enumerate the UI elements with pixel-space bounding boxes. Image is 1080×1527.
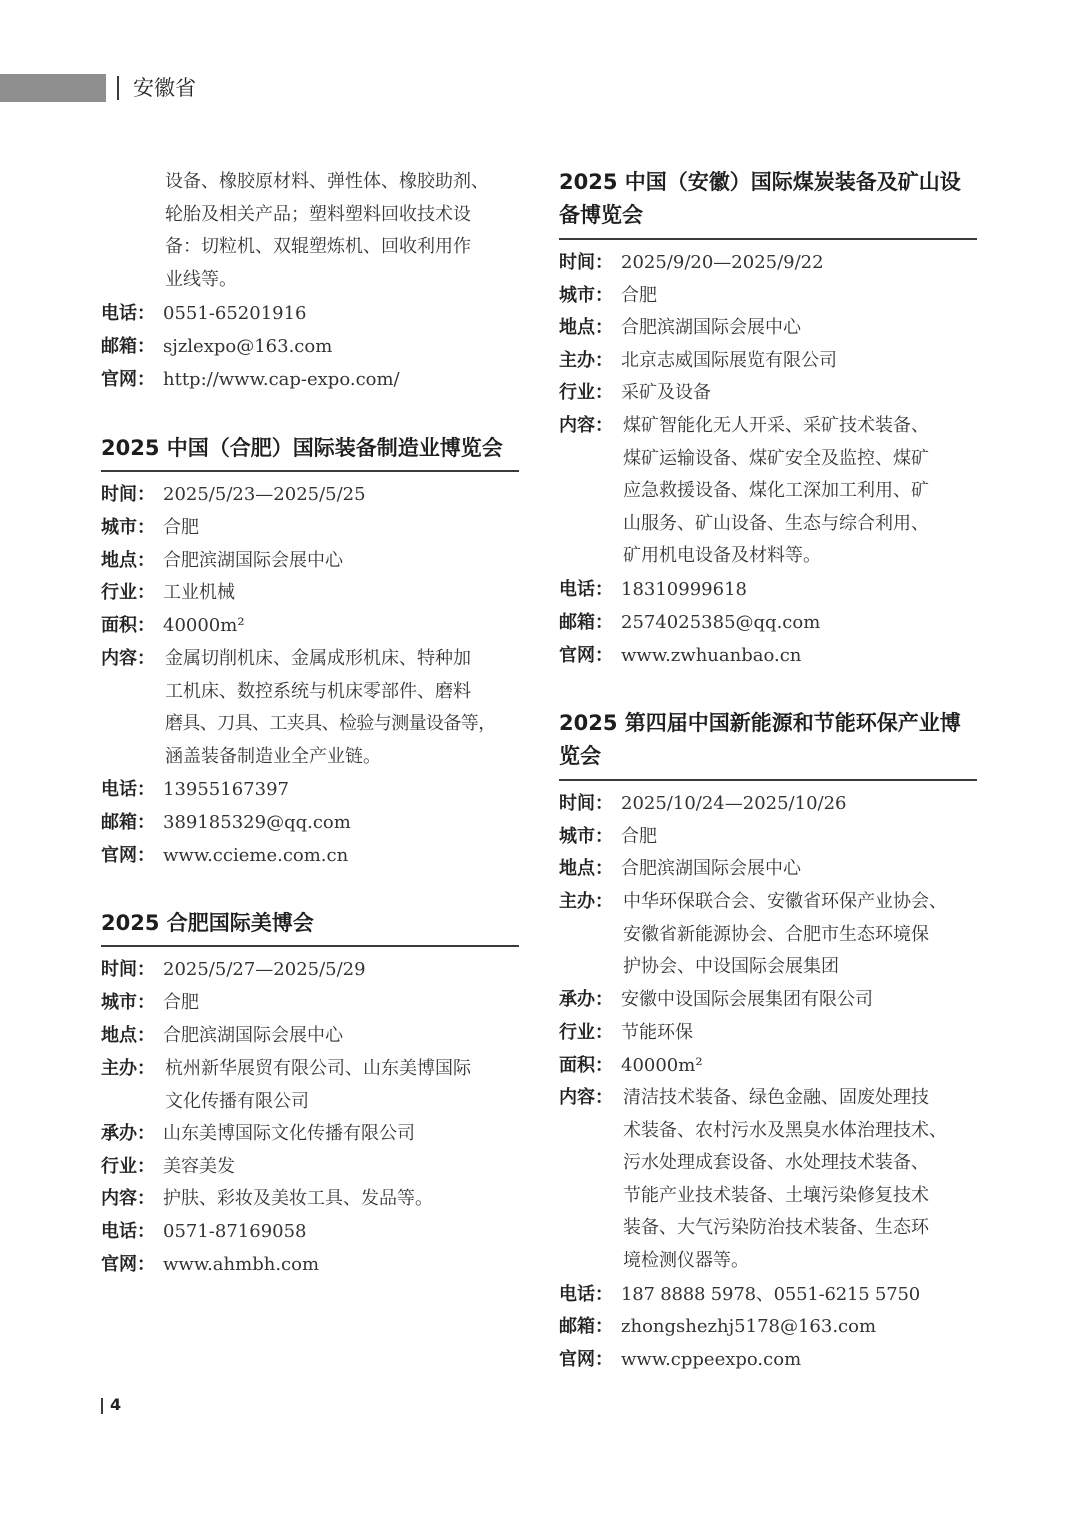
content-line: 矿用机电设备及材料等。: [623, 545, 821, 567]
website-value: http://www.cap-expo.com/: [163, 369, 400, 390]
phone-value: 18310999618: [621, 579, 747, 600]
phone-value: 13955167397: [163, 779, 289, 800]
organizer-line: 杭州新华展贸有限公司、山东美博国际: [165, 1058, 471, 1079]
expo1-website-row: [101, 840, 521, 873]
expo2-undertaker-row: [101, 1118, 521, 1151]
time-label: 时间：: [559, 252, 613, 273]
expo4-organizer: [623, 886, 979, 984]
expo3-organizer-row: [559, 345, 979, 378]
organizer-line: 安徽省新能源协会、合肥市生态环境保: [623, 923, 929, 945]
website-label: 官网：: [559, 1349, 613, 1370]
industry-label: 行业：: [559, 382, 613, 403]
industry-value: 采矿及设备: [621, 382, 711, 403]
expo1-city-row: [101, 512, 521, 545]
content-label: 内容：: [559, 1087, 613, 1108]
content-line: 备：切粒机、双辊塑炼机、回收利用作: [165, 236, 471, 258]
industry-label: 行业：: [101, 1156, 155, 1177]
organizer-value: 北京志威国际展览有限公司: [621, 350, 837, 371]
content-line: 应急救援设备、煤化工深加工利用、矿: [623, 480, 929, 502]
time-value: 2025/10/24—2025/10/26: [621, 793, 847, 814]
time-value: 2025/9/20—2025/9/22: [621, 252, 824, 273]
expo1-content: [165, 643, 521, 773]
expo4-city-row: [559, 821, 979, 854]
content-line: 污水处理成套设备、水处理技术装备、: [623, 1152, 929, 1174]
venue-label: 地点：: [559, 858, 613, 879]
organizer-label: 主办：: [101, 1058, 155, 1079]
expo4-content: [623, 1082, 979, 1278]
expo3-content: [623, 410, 979, 573]
expo4-rule: [559, 779, 977, 781]
page-number-separator: [101, 1398, 103, 1414]
website-label: 官网：: [559, 645, 613, 666]
expo3-city-row: [559, 280, 979, 313]
expo3-time-row: [559, 247, 979, 280]
email-value: sjzlexpo@163.com: [163, 336, 333, 357]
time-label: 时间：: [101, 484, 155, 505]
website-label: 官网：: [101, 369, 155, 390]
email-label: 邮箱：: [559, 612, 613, 633]
content-label: 内容：: [559, 415, 613, 436]
header-bar: [0, 74, 106, 102]
prev-phone-row: [101, 298, 521, 331]
expo4-area-row: [559, 1050, 979, 1083]
content-line: 节能产业技术装备、土壤污染修复技术: [623, 1184, 929, 1206]
expo2-title: 2025 合肥国际美博会: [101, 911, 314, 935]
expo1-phone-row: [101, 774, 521, 807]
website-value: www.ccieme.com.cn: [163, 845, 349, 866]
organizer-label: 主办：: [559, 891, 613, 912]
time-value: 2025/5/23—2025/5/25: [163, 484, 366, 505]
content-label: 内容：: [101, 648, 155, 669]
content-line: 涵盖装备制造业全产业链。: [165, 745, 381, 767]
expo1-venue-row: [101, 545, 521, 578]
industry-value: 工业机械: [163, 582, 235, 603]
expo4-time-row: [559, 788, 979, 821]
title-line: 览会: [559, 744, 601, 768]
expo4-phone-row: [559, 1279, 979, 1312]
expo1-industry-row: [101, 577, 521, 610]
undertaker-value: 安徽中设国际会展集团有限公司: [621, 989, 873, 1010]
expo3-website-row: [559, 640, 979, 673]
city-label: 城市：: [559, 826, 613, 847]
industry-value: 美容美发: [163, 1156, 235, 1177]
city-label: 城市：: [101, 992, 155, 1013]
email-label: 邮箱：: [101, 336, 155, 357]
expo3-phone-row: [559, 574, 979, 607]
content-line: 业线等。: [165, 268, 237, 290]
phone-label: 电话：: [559, 1284, 613, 1305]
content-line: 工机床、数控系统与机床零部件、磨料: [165, 680, 471, 702]
venue-value: 合肥滨湖国际会展中心: [621, 858, 801, 879]
expo4-industry-row: [559, 1017, 979, 1050]
organizer-line: 中华环保联合会、安徽省环保产业协会、: [623, 891, 947, 912]
content-line: 清洁技术装备、绿色金融、固废处理技: [623, 1087, 929, 1108]
expo4-title: [559, 707, 979, 773]
venue-label: 地点：: [101, 550, 155, 571]
expo4-venue-row: [559, 853, 979, 886]
expo1-area-row: [101, 610, 521, 643]
undertaker-value: 山东美博国际文化传播有限公司: [163, 1123, 415, 1144]
website-value: www.ahmbh.com: [163, 1254, 320, 1275]
email-value: zhongshezhj5178@163.com: [621, 1316, 877, 1337]
expo1-title: 2025 中国（合肥）国际装备制造业博览会: [101, 436, 503, 460]
expo2-rule: [101, 945, 519, 947]
organizer-label: 主办：: [559, 350, 613, 371]
venue-value: 合肥滨湖国际会展中心: [621, 317, 801, 338]
content-label: 内容：: [101, 1188, 155, 1209]
email-value: 389185329@qq.com: [163, 812, 351, 833]
expo2-phone-row: [101, 1216, 521, 1249]
title-line: 备博览会: [559, 203, 643, 227]
city-label: 城市：: [559, 285, 613, 306]
content-line: 设备、橡胶原材料、弹性体、橡胶助剂、: [165, 171, 489, 192]
venue-value: 合肥滨湖国际会展中心: [163, 1025, 343, 1046]
expo2-time-row: [101, 954, 521, 987]
organizer-line: 文化传播有限公司: [165, 1090, 309, 1112]
expo1-time-row: [101, 479, 521, 512]
phone-value: 0571-87169058: [163, 1221, 307, 1242]
content-line: 境检测仪器等。: [623, 1249, 749, 1271]
province-title: 安徽省: [133, 76, 196, 100]
content-line: 装备、大气污染防治技术装备、生态环: [623, 1217, 929, 1239]
email-label: 邮箱：: [101, 812, 155, 833]
industry-value: 节能环保: [621, 1022, 693, 1043]
content-line: 轮胎及相关产品；塑料塑料回收技术设: [165, 203, 471, 225]
prev-email-row: [101, 331, 521, 364]
phone-label: 电话：: [101, 303, 155, 324]
expo4-email-row: [559, 1311, 979, 1344]
prev-website-row: [101, 364, 521, 397]
expo2-website-row: [101, 1249, 521, 1282]
content-value: 护肤、彩妆及美妆工具、发品等。: [163, 1188, 433, 1209]
expo3-rule: [559, 238, 977, 240]
venue-label: 地点：: [559, 317, 613, 338]
phone-label: 电话：: [559, 579, 613, 600]
header-separator: [117, 76, 119, 100]
expo4-website-row: [559, 1344, 979, 1377]
undertaker-label: 承办：: [101, 1123, 155, 1144]
website-value: www.cppeexpo.com: [621, 1349, 802, 1370]
organizer-line: 护协会、中设国际会展集团: [623, 956, 839, 978]
prev-content: [165, 166, 521, 296]
website-value: www.zwhuanbao.cn: [621, 645, 802, 666]
industry-label: 行业：: [101, 582, 155, 603]
area-value: 40000m²: [163, 615, 245, 636]
website-label: 官网：: [101, 845, 155, 866]
time-label: 时间：: [101, 959, 155, 980]
expo1-rule: [101, 470, 519, 472]
industry-label: 行业：: [559, 1022, 613, 1043]
content-line: 磨具、刀具、工夹具、检验与测量设备等，: [165, 713, 496, 735]
phone-value: 0551-65201916: [163, 303, 307, 324]
expo2-content-row: [101, 1183, 521, 1216]
page-number: 4: [110, 1395, 122, 1414]
expo2-organizer: [165, 1053, 521, 1118]
expo3-title: [559, 166, 979, 232]
title-line: 2025 中国（安徽）国际煤炭装备及矿山设: [559, 170, 961, 194]
venue-value: 合肥滨湖国际会展中心: [163, 550, 343, 571]
email-label: 邮箱：: [559, 1316, 613, 1337]
expo2-venue-row: [101, 1020, 521, 1053]
city-value: 合肥: [163, 992, 199, 1013]
city-value: 合肥: [621, 826, 657, 847]
phone-label: 电话：: [101, 779, 155, 800]
venue-label: 地点：: [101, 1025, 155, 1046]
phone-value: 187 8888 5978、0551-6215 5750: [621, 1284, 921, 1305]
time-value: 2025/5/27—2025/5/29: [163, 959, 366, 980]
city-value: 合肥: [621, 285, 657, 306]
website-label: 官网：: [101, 1254, 155, 1275]
undertaker-label: 承办：: [559, 989, 613, 1010]
content-line: 金属切削机床、金属成形机床、特种加: [165, 648, 471, 669]
area-label: 面积：: [559, 1055, 613, 1076]
content-line: 术装备、农村污水及黑臭水体治理技术、: [623, 1119, 947, 1141]
phone-label: 电话：: [101, 1221, 155, 1242]
content-line: 煤矿智能化无人开采、采矿技术装备、: [623, 415, 929, 436]
city-label: 城市：: [101, 517, 155, 538]
content-line: 煤矿运输设备、煤矿安全及监控、煤矿: [623, 447, 929, 469]
title-line: 2025 第四届中国新能源和节能环保产业博: [559, 711, 961, 735]
content-line: 山服务、矿山设备、生态与综合利用、: [623, 512, 929, 534]
city-value: 合肥: [163, 517, 199, 538]
expo2-city-row: [101, 987, 521, 1020]
expo4-undertaker-row: [559, 984, 979, 1017]
area-value: 40000m²: [621, 1055, 703, 1076]
expo1-email-row: [101, 807, 521, 840]
area-label: 面积：: [101, 615, 155, 636]
expo2-industry-row: [101, 1151, 521, 1184]
expo3-venue-row: [559, 312, 979, 345]
expo3-industry-row: [559, 377, 979, 410]
time-label: 时间：: [559, 793, 613, 814]
expo3-email-row: [559, 607, 979, 640]
email-value: 2574025385@qq.com: [621, 612, 821, 633]
